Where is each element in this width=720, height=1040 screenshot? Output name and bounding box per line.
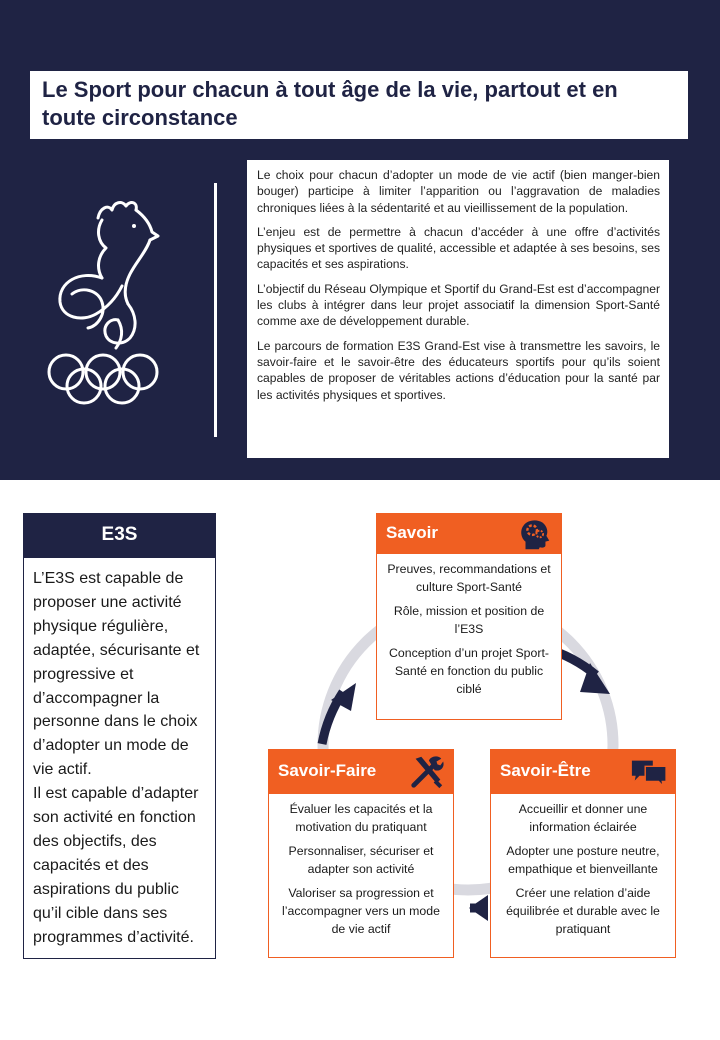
savoir-etre-body bbox=[490, 793, 676, 958]
arrow-to-savoir bbox=[322, 692, 343, 744]
savoir-faire-item-3: Valoriser sa progression et l’accompagner vers un mode de vie actif bbox=[282, 886, 440, 936]
e3s-text-1: L’E3S est capable de proposer une activité physique régulière, adaptée, sécurisante et progressive et d’accompagner la personne dans le choix d’adopter un mode de vie actif. bbox=[33, 570, 200, 779]
e3s-text-2: Il est capable d’adapter son activité en fonction des objectifs, des capacités et des aspirations du public qu’il cible dans ses programmes d’activité. bbox=[33, 785, 199, 946]
intro-paragraph-1: Le choix pour chacun d’adopter un mode de vie actif (bien manger-bien bouger) participe à limiter l’apparition ou l’aggravation de maladies chroniques liées à la sédentarité et au vieillissement de la population. bbox=[257, 168, 660, 215]
intro-text-box bbox=[247, 160, 669, 458]
savoir-etre-item-3: Créer une relation d’aide équilibrée et durable avec le pratiquant bbox=[506, 886, 660, 936]
intro-paragraph-2: L’enjeu est de permettre à chacun d’accéder à une offre d’activités physiques et sportives de qualité, accessible et adaptée à ses besoins, ses capacités et ses aspirations. bbox=[257, 224, 660, 272]
title-box bbox=[30, 71, 688, 139]
savoir-etre-item-1: Accueillir et donner une information éclairée bbox=[518, 802, 648, 834]
page-title: Le Sport pour chacun à tout âge de la vie, partout et en toute circonstance bbox=[42, 77, 618, 130]
savoir-header bbox=[376, 513, 562, 553]
speech-bubbles-icon bbox=[630, 753, 668, 791]
tools-icon bbox=[408, 753, 446, 791]
intro-paragraph-4: Le parcours de formation E3S Grand-Est vise à transmettre les savoirs, le savoir-faire et le savoir-être des éducateurs sportifs pour qu’ils soient capables de proposer de véritables actions d’éducation pour la santé par les activités physiques et sportives. bbox=[257, 338, 660, 402]
intro-paragraph-3: L’objectif du Réseau Olympique et Sportif du Grand-Est est d’accompagner les clubs à intégrer dans leur projet associatif la dimension Sport-Santé comme axe de développement durable. bbox=[257, 281, 660, 329]
arrowhead-savoir-etre bbox=[580, 663, 610, 694]
savoir-faire-item-1: Évaluer les capacités et la motivation du pratiquant bbox=[289, 802, 433, 834]
savoir-faire-header bbox=[268, 749, 454, 793]
savoir-faire-item-2: Personnaliser, sécuriser et adapter son activité bbox=[288, 844, 434, 876]
savoir-etre-title: Savoir-Être bbox=[500, 761, 591, 780]
olympic-rooster-logo-icon bbox=[40, 190, 190, 410]
savoir-body bbox=[376, 553, 562, 720]
savoir-item-2: Rôle, mission et position de l’E3S bbox=[393, 604, 545, 636]
divider-line bbox=[214, 183, 217, 437]
savoir-etre-item-2: Adopter une posture neutre, empathique et bienveillante bbox=[506, 844, 660, 876]
arrowhead-savoir bbox=[331, 683, 356, 711]
savoir-etre-header bbox=[490, 749, 676, 793]
e3s-title: E3S bbox=[23, 513, 216, 557]
savoir-title: Savoir bbox=[386, 523, 438, 542]
head-gears-icon bbox=[516, 515, 554, 553]
savoir-faire-title: Savoir-Faire bbox=[278, 761, 377, 780]
savoir-faire-body bbox=[268, 793, 454, 958]
e3s-description bbox=[23, 557, 216, 959]
savoir-item-1: Preuves, recommandations et culture Sport-Santé bbox=[387, 562, 551, 594]
arrowhead-savoir-faire bbox=[469, 895, 488, 921]
savoir-item-3: Conception d’un projet Sport-Santé en fonction du public ciblé bbox=[389, 646, 549, 696]
